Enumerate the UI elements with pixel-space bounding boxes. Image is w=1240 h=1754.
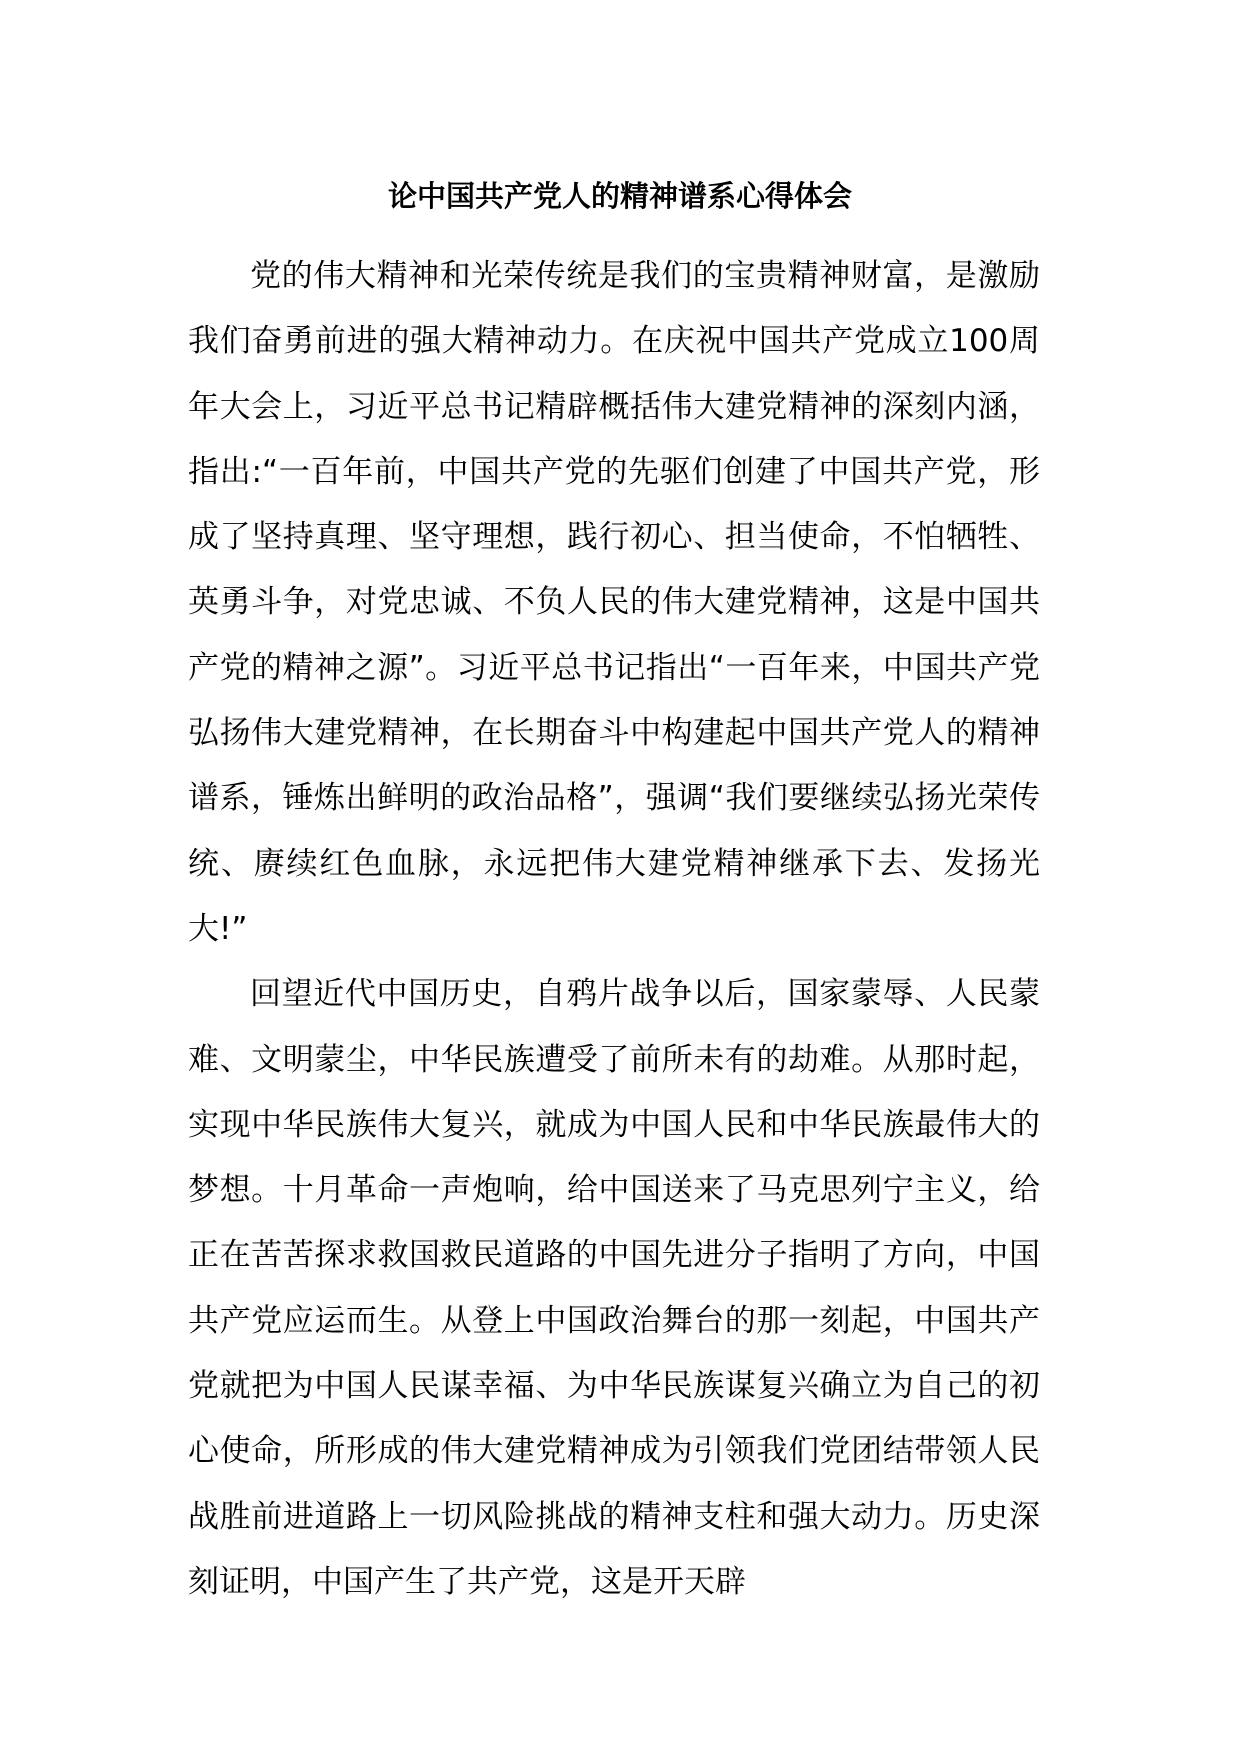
paragraph-2: 回望近代中国历史，自鸦片战争以后，国家蒙辱、人民蒙难、文明蒙尘，中华民族遭受了前所未有的劫难。从那时起，实现中华民族伟大复兴，就成为中国人民和中华民族最伟大的梦想。十月革命一声炮响，给中国送来了马克思列宁主义，给正在苦苦探求救国救民道路的中国先进分子指明了方向，中国共产党应运而生。从登上中国政治舞台的那一刻起，中国共产党就把为中国人民谋幸福、为中华民族谋复兴确立为自己的初心使命，所形成的伟大建党精神成为引领我们党团结带领人民战胜前进道路上一切风险挑战的精神支柱和强大动力。历史深刻证明，中国产生了共产党，这是开天辟 bbox=[188, 976, 1040, 1600]
paragraph-1: 党的伟大精神和光荣传统是我们的宝贵精神财富，是激励我们奋勇前进的强大精神动力。在庆祝中国共产党成立100周年大会上，习近平总书记精辟概括伟大建党精神的深刻内涵，指出:“一百年前，中国共产党的先驱们创建了中国共产党，形成了坚持真理、坚守理想，践行初心、担当使命，不怕牺牲、英勇斗争，对党忠诚、不负人民的伟大建党精神，这是中国共产党的精神之源”。习近平总书记指出“一百年来，中国共产党弘扬伟大建党精神，在长期奋斗中构建起中国共产党人的精神谱系，锤炼出鲜明的政治品格”，强调“我们要继续弘扬光荣传统、赓续红色血脉，永远把伟大建党精神继承下去、发扬光大!” bbox=[188, 258, 1040, 947]
document-title: 论中国共产党人的精神谱系心得体会 bbox=[387, 179, 852, 213]
document-body bbox=[188, 244, 1040, 1615]
